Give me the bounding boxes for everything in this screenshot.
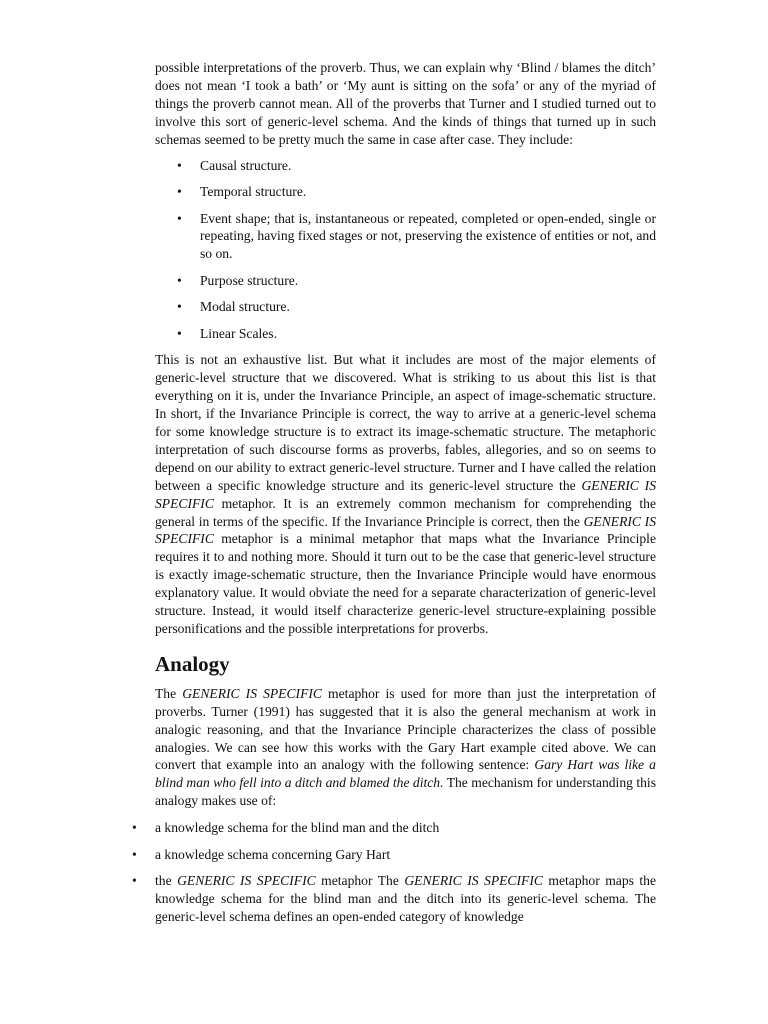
analogy-mechanism-list bbox=[132, 819, 657, 926]
list-item: • Linear Scales. bbox=[177, 325, 277, 341]
bullet-icon: • bbox=[177, 184, 182, 200]
list-item: • a knowledge schema for the blind man and the ditch bbox=[132, 820, 440, 836]
italic-term: GENERIC IS SPECIFIC bbox=[182, 685, 322, 701]
body-paragraph-invariance-principle: This is not an exhaustive list. But what it includes are most of the major elements of generic-level structure that we discovered. What is striking to us about this list is that everything on it is, under the Invariance Principle, an aspect of image-schematic structure. In short, if the Invariance Principle is correct, the way to arrive at a generic-level schema for some knowledge structure is to extract its image-schematic structure. The metaphoric interpretation of such discourse forms as proverbs, fables, allegories, and so on seems to depend on our ability to extract generic-level structure. Turner and I have called the relation between a specific knowledge structure and its generic-level structure the GENERIC IS SPECIFIC metaphor. It is an extremely common mechanism for comprehending the general in terms of the specific. If the Invariance Principle is correct, then the GENERIC IS SPECIFIC metaphor is a minimal metaphor that maps what the Invariance Principle requires it to and nothing more. Should it turn out to be the case that generic-level structure is exactly image-schematic structure, then the Invariance Principle would have enormous explanatory value. It would obviate the need for a separate characterization of generic-level structure. Instead, it would itself characterize generic-level structure-explaining possible personifications and the possible interpretations for proverbs. bbox=[155, 352, 656, 636]
bullet-icon: • bbox=[177, 272, 182, 288]
list-item: • Modal structure. bbox=[177, 299, 290, 315]
generic-structure-list bbox=[155, 157, 656, 343]
body-paragraph-proverb-interpretation: possible interpretations of the proverb. Thus, we can explain why ‘Blind / blames the ditch’ does not mean ‘I took a bath’ or ‘My aunt is sitting on the sofa’ or any of the myriad of things the proverb cannot mean. All of the proverbs that Turner and I studied turned out to involve this sort of generic-level schema. And the kinds of things that turned up in such schemas seemed to be pretty much the same in case after case. They include: bbox=[155, 60, 656, 147]
italic-sentence: Gary Hart was like a blind man who fell into a ditch and blamed the ditch. bbox=[155, 757, 656, 791]
list-item: • Causal structure. bbox=[177, 157, 292, 173]
list-item: • a knowledge schema concerning Gary Hart bbox=[132, 846, 391, 862]
bullet-icon: • bbox=[177, 210, 182, 226]
body-paragraph-analogy: The GENERIC IS SPECIFIC metaphor is used for more than just the interpretation of proverbs. Turner (1991) has suggested that it is also the general mechanism at work in analogic reasoning, and that the Invariance Principle characterizes the class of possible analogies. We can see how this works with the Gary Hart example cited above. We can convert that example into an analogy with the following sentence: Gary Hart was like a blind man who fell into a ditch and blamed the ditch. The mechanism for understanding this analogy makes use of: bbox=[155, 685, 657, 809]
bullet-icon: • bbox=[177, 325, 182, 341]
list-item: • Temporal structure. bbox=[177, 184, 307, 200]
bullet-icon: • bbox=[132, 820, 137, 836]
bullet-icon: • bbox=[177, 299, 182, 315]
document-page bbox=[132, 59, 657, 935]
list-item: • Purpose structure. bbox=[177, 272, 299, 288]
bullet-icon: • bbox=[132, 873, 137, 889]
list-item: • Event shape; that is, instantaneous or repeated, completed or open-ended, single or repeating, having fixed stages or not, preserving the existence of entities or not, and so on. bbox=[177, 210, 656, 262]
section-heading: Analogy bbox=[155, 651, 230, 676]
italic-term: GENERIC IS SPECIFIC bbox=[404, 873, 543, 889]
italic-term: GENERIC IS SPECIFIC bbox=[155, 513, 656, 547]
italic-term: GENERIC IS SPECIFIC bbox=[155, 477, 656, 511]
bullet-icon: • bbox=[177, 157, 182, 173]
italic-term: GENERIC IS SPECIFIC bbox=[177, 873, 316, 889]
bullet-icon: • bbox=[132, 846, 137, 862]
list-item: • the GENERIC IS SPECIFIC metaphor The GENERIC IS SPECIFIC metaphor maps the knowledge schema for the blind man and the ditch into its generic-level schema. The generic-level schema defines an open-ended category of knowledge bbox=[132, 873, 657, 924]
